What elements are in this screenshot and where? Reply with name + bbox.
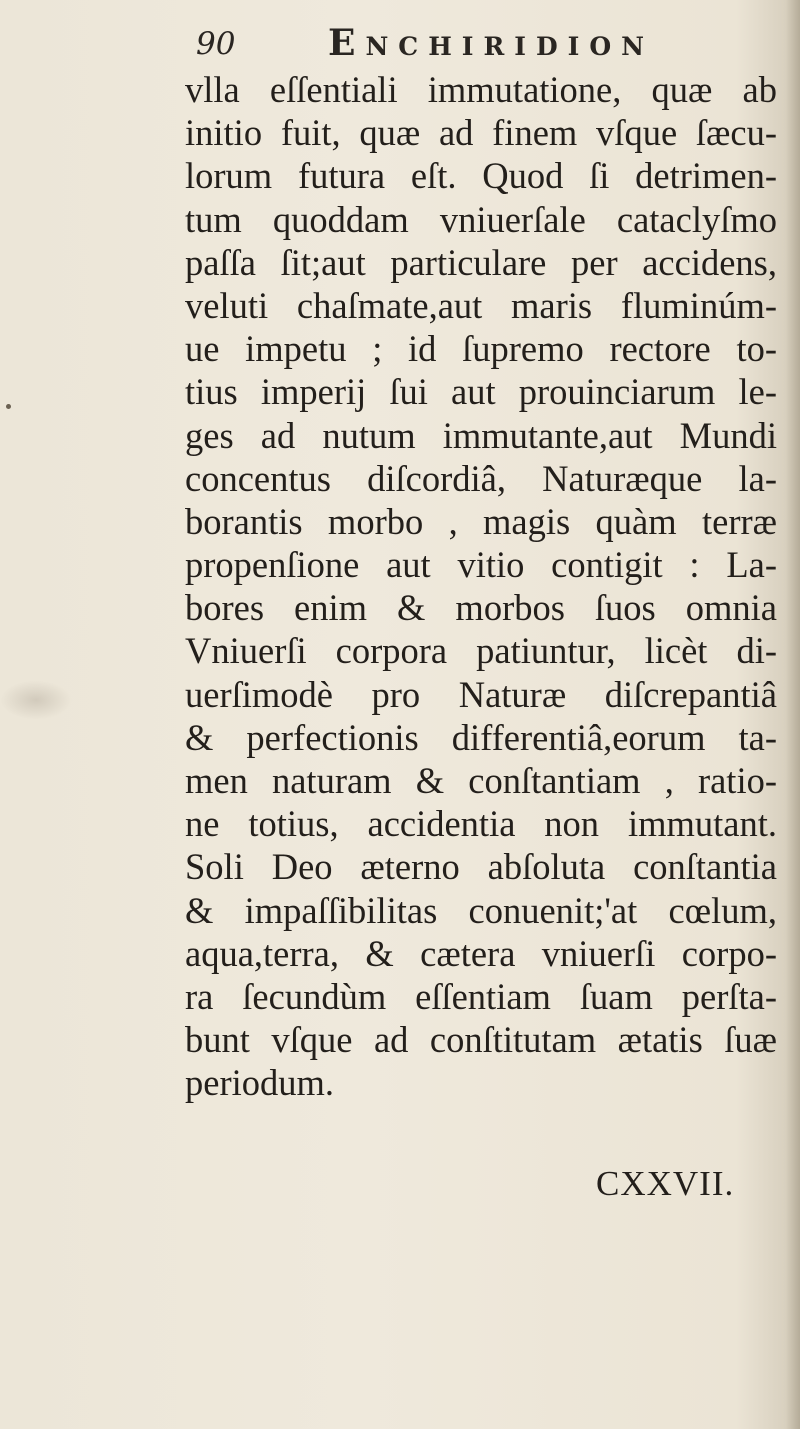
text-line: & impaſſibilitas conuenit;'at cœlum,	[185, 889, 777, 931]
text-line: & perfectionis differentiâ,eorum ta-	[185, 716, 777, 758]
text-line: ne totius, accidentia non immutant.	[185, 803, 777, 845]
text-line: tius imperij ſui aut prouinciarum le-	[185, 371, 777, 413]
text-line: lorum futura eſt. Quod ſi detrimen-	[185, 155, 777, 197]
text-line: concentus diſcordiâ, Naturæque la-	[185, 457, 777, 499]
text-line: Vniuerſi corpora patiuntur, licèt di-	[185, 630, 777, 672]
text-line: bores enim & morbos ſuos omnia	[185, 587, 777, 629]
text-line: paſſa ſit;aut particulare per accidens,	[185, 241, 777, 283]
text-line: propenſione aut vitio contigit : La-	[185, 544, 777, 586]
page-number: 90	[196, 26, 236, 62]
page-edge-shadow	[786, 0, 800, 1429]
text-line: ue impetu ; id ſupremo rectore to-	[185, 328, 777, 370]
text-line: Soli Deo æterno abſoluta conſtantia	[185, 846, 777, 888]
text-line: men naturam & conſtantiam , ratio-	[185, 760, 777, 801]
text-line: initio fuit, quæ ad finem vſque ſæcu-	[185, 112, 777, 154]
text-line: tum quoddam vniuerſale cataclyſmo	[185, 198, 777, 240]
running-head: Enchiridion	[328, 22, 654, 64]
text-line: ges ad nutum immutante,aut Mundi	[185, 414, 777, 456]
text-line: veluti chaſmate,aut maris fluminúm-	[185, 284, 777, 326]
text-line: vlla eſſentiali immutatione, quæ ab	[185, 69, 777, 110]
text-line: aqua,terra, & cætera vniuerſi corpo-	[185, 932, 777, 974]
page-header	[196, 22, 716, 72]
text-line: bunt vſque ad conſtitutam ætatis ſuæ	[185, 1019, 777, 1061]
paper-smudge	[0, 680, 72, 720]
catchword: CXXVII.	[596, 1164, 735, 1203]
body-text	[185, 68, 777, 1105]
ink-speck	[6, 404, 11, 409]
text-line: borantis morbo , magis quàm terræ	[185, 500, 777, 542]
text-line: periodum.	[185, 1062, 335, 1104]
text-line: uerſimodè pro Naturæ diſcrepantiâ	[185, 673, 777, 715]
text-line: ra ſecundùm eſſentiam ſuam perſta-	[185, 975, 777, 1017]
